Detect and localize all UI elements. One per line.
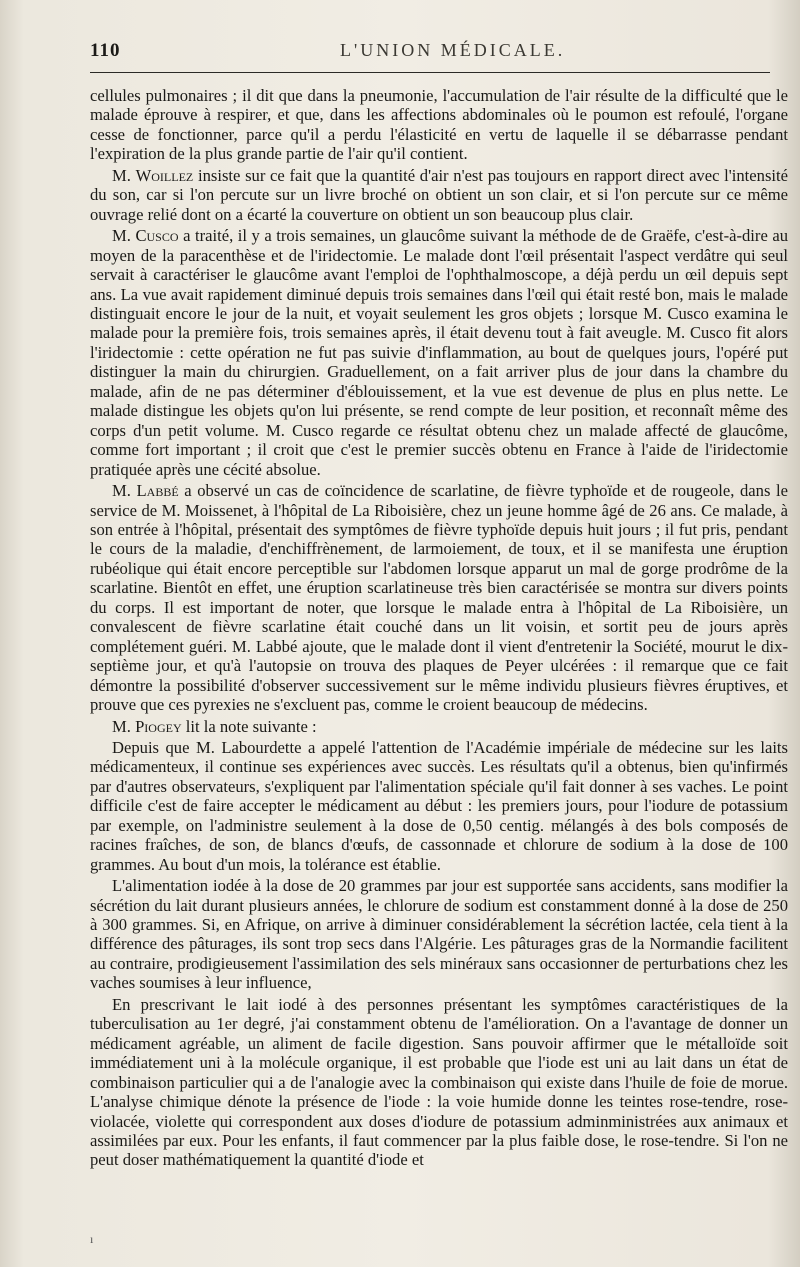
paragraph-text: lit la note suivante : [185, 716, 317, 736]
paragraph-woillez [90, 166, 788, 224]
paragraph-continuation [90, 86, 788, 164]
speaker-prefix: M. [112, 165, 131, 185]
speaker-name: Piogey [135, 716, 182, 736]
paragraph-text: a observé un cas de coïncidence de scarlatine, de fièvre typhoïde et de rougeole, dans le service de M. Moissenet, à l'hôpital de La Riboisière, chez un jeune homme âgé de 26 ans. Ce malade, à son entrée à l'hôpital, présentait des symptômes de fièvre typhoïde depuis huit jours ; il fut pris, pendant le cours de la maladie, d'enchiffrènement, de larmoiement, de toux, et il se manifesta une éruption rubéolique qui était encore perceptible sur l'abdomen lorsque apparut un mal de gorge prodrôme de la scarlatine. Bientôt en effet, une éruption scarlatineuse très bien caractérisée se montra sur divers points du corps. Il est important de noter, que lorsque le malade entra à l'hôpital de La Riboisière, un convalescent de fièvre scarlatine était couché dans un lit voisin, et sortit peu de jours après complétement guéri. M. Labbé ajoute, que le malade dont il vient d'entretenir la Société, mourut le dix-septième jour, et qu'à l'autopsie on trouva des plaques de Peyer ulcérées : il remarque que ce fait démontre la possibilité d'observer successivement sur le même individu plusieurs fièvres éruptives, et prouve que ces pyrexies ne s'excluent pas, comme le croient beaucoup de médecins. [90, 481, 788, 715]
speaker-prefix: M. [112, 481, 131, 501]
paragraph-text: Depuis que M. Labourdette a appelé l'attention de l'Académie impériale de médecine sur les laits médicamenteux, il continue ses expériences avec succès. Les résultats qu'il a obtenus, bien qu'infirmés par d'autres observateurs, s'expliquent par l'alimentation spéciale qu'il fait donner à ses vaches. Le point difficile c'est de faire accepter le médicament au début : les premiers jours, pour l'iodure de potassium par exemple, on l'administre seulement à la dose de 0,50 centig. mélangés à des bols composés de racines fraîches, de son, de blancs d'œufs, de cassonnade et chlorure de sodium à la dose de 100 grammes. Au bout d'un mois, la tolérance est établie. [90, 737, 788, 874]
page-bottom-mark: ı [90, 1232, 94, 1246]
paragraph-piogey [90, 717, 788, 736]
paragraph-text: En prescrivant le lait iodé à des personnes présentant les symptômes caractéristiques de la tuberculisation au 1er degré, j'ai constamment obtenu de l'amélioration. On a l'avantage de donner un médicament agréable, un aliment de facile digestion. Sans pouvoir affirmer que le métalloïde soit immédiatement uni à la molécule organique, il est probable que l'iode est uni au lait dans un état de combinaison particulier qui a de l'analogie avec la combinaison qui existe dans l'huile de foie de morue. L'analyse chimique dénote la présence de l'iode : la voie humide donne les teintes rose-tendre, rose-violacée, violette qui correspondent aux doses d'iodure de potassium adminministrées aux animaux et assimilées par eux. Pour les enfants, il faut commencer par la plus faible dose, le rose-tendre. Si l'on ne peut doser mathématiquement la quantité d'iode et [90, 994, 788, 1170]
speaker-name: Labbé [136, 481, 179, 501]
paragraph-note-3 [90, 995, 788, 1170]
running-head [90, 40, 770, 66]
paragraph-text: insiste sur ce fait que la quantité d'air n'est pas toujours en rapport direct avec l'intensité du son, car si l'on percute sur un livre broché on obtient un son clair, et si l'on percute sur ce même ouvrage relié dont on a écarté la couverture on obtient un son beaucoup plus clair. [90, 165, 788, 224]
speaker-name: Woillez [135, 165, 194, 185]
speaker-prefix: M. [112, 226, 131, 246]
speaker-prefix: M. [112, 716, 131, 736]
paragraph-text: L'alimentation iodée à la dose de 20 grammes par jour est supportée sans accidents, sans modifier la sécrétion du lait durant plusieurs années, le chlorure de sodium est constamment donné à la dose de 250 à 300 grammes. Si, en Afrique, on arrive à diminuer considérablement la sécrétion lactée, cela tient à la différence des pâturages, ils sont trop secs dans l'Algérie. Les pâturages gras de la Normandie facilitent au contraire, prodigieusement l'assimilation des sels minéraux sans occasionner de perturbations chez les vaches soumises à leur influence, [90, 876, 788, 993]
paragraph-labbe [90, 481, 788, 714]
page-number: 110 [90, 40, 121, 61]
paragraph-text: a traité, il y a trois semaines, un glaucôme suivant la méthode de de Graëfe, c'est-à-dire au moyen de la paracenthèse et de l'iridectomie. Le malade dont l'œil présentait l'aspect verdâtre qui seul servait à caractériser le glaucôme avant l'emploi de l'ophthalmoscope, a déjà perdu un œil depuis sept ans. La vue avait rapidement diminué depuis trois semaines dans l'œil qui était resté bon, mais le malade distinguait encore le jour de la nuit, et voyait seulement les gros objets ; lorsque M. Cusco examina le malade pour la première fois, trois semaines après, il était devenu tout à fait aveugle. M. Cusco fit alors l'iridectomie : cette opération ne fut pas suivie d'inflammation, au bout de quelques jours, l'opéré put distinguer la main du chirurgien. Graduellement, on a fait arriver plus de jour dans la chambre du malade, afin de ne pas déterminer d'éblouissement, et la vue est devenue de plus en plus nette. Le malade distingue les objets qu'on lui présente, se rend compte de leur position, et reconnaît même des corps d'un petit volume. M. Cusco regarde ce résultat obtenu chez un malade affecté de glaucôme, comme fort important ; il croit que c'est le premier succès obtenu en France à l'aide de l'iridectomie pratiquée après une cécité absolue. [90, 226, 789, 479]
paragraph-note-2 [90, 876, 788, 993]
paragraph-text: cellules pulmonaires ; il dit que dans la pneumonie, l'accumulation de l'air résulte de la difficulté que le malade éprouve à respirer, et que, dans les affections abdominales où le poumon est refoulé, l'organe cesse de fonctionner, parce qu'il a perdu l'élasticité en vertu de laquelle il se débarrasse pendant l'expiration de la plus grande partie de l'air qu'il contient. [90, 86, 788, 164]
paragraph-cusco [90, 226, 788, 479]
journal-title: L'UNION MÉDICALE. [340, 40, 566, 60]
article-body [90, 86, 788, 1170]
header-rule [90, 72, 770, 73]
paragraph-note-1 [90, 738, 788, 874]
speaker-name: Cusco [135, 226, 179, 246]
